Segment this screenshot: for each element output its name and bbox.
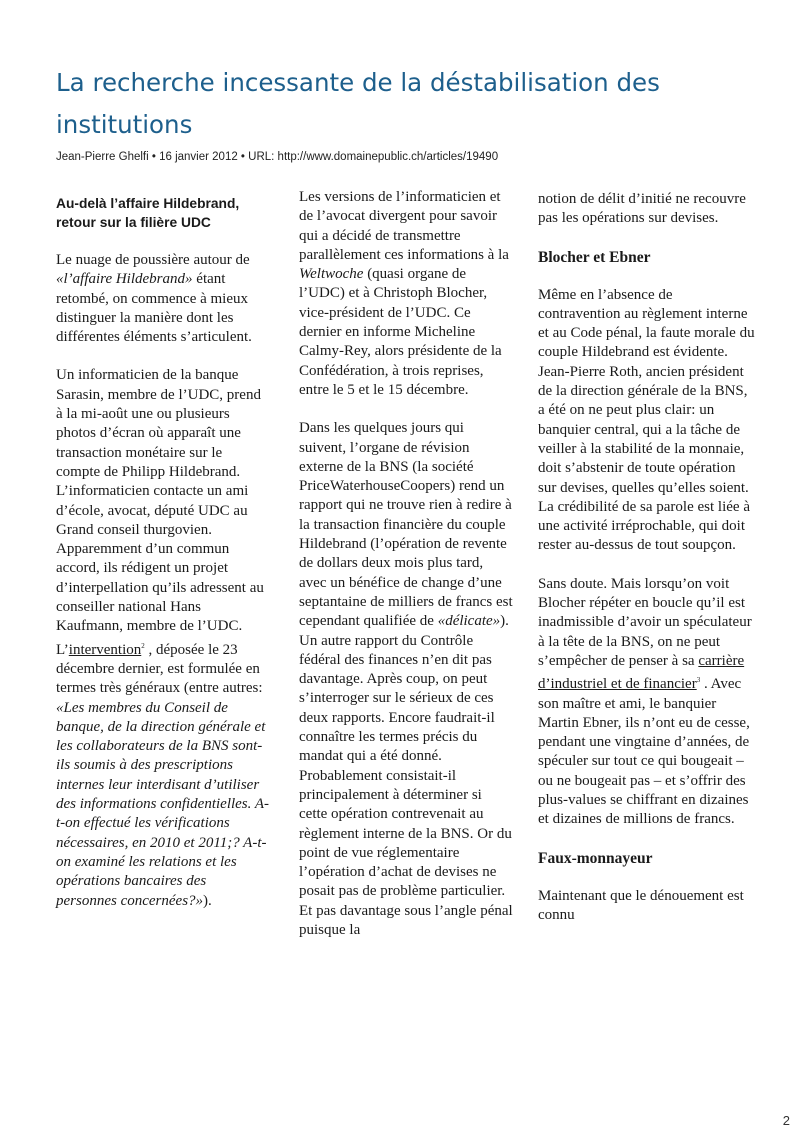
paragraph — [299, 419, 513, 940]
emphasis-text: «délicate» — [437, 613, 501, 630]
column-2 — [299, 188, 513, 959]
paragraph-text: ). — [203, 892, 212, 909]
paragraph-text: étant retombé, on commence à mieux distinguer la manière dont les différentes éléments s’articulent. — [56, 271, 252, 346]
paragraph — [538, 575, 756, 830]
paragraph: notion de délit d’initié ne recouvre pas les opérations sur devises. — [538, 191, 746, 227]
paragraph-text: Les versions de l’informaticien et de l’avocat divergent pour savoir qui a décidé de transmettre parallèlement ces informations à la — [299, 189, 509, 263]
section-heading: Au-delà l’affaire Hildebrand, retour sur la filière UDC — [56, 196, 240, 230]
paragraph — [56, 366, 270, 910]
career-link[interactable]: carrière d’industriel et de financier — [538, 652, 745, 693]
paragraph-text: Sans doute. Mais lorsqu’on voit Blocher répéter en boucle qu’il est inadmissible d’avoir un spéculateur à la tête de la BNS, on ne peut s’empêcher de penser à sa — [538, 575, 752, 669]
intervention-link[interactable]: intervention — [68, 641, 142, 658]
section-heading: Faux-monnayeur — [538, 849, 653, 867]
emphasis-text: Weltwoche — [299, 266, 364, 283]
footnote-ref[interactable]: 2 — [141, 641, 145, 650]
paragraph: Même en l’absence de contravention au règlement interne et au Code pénal, la faute morale du couple Hildebrand est évidente. Jean-Pierre Roth, ancien président de la direction générale de la BNS, a été on ne peut plus clair: un banquier central, qui a la tâche de veiller à la stabilité de la monnaie, doit s’abstenir de toute opération sur devises, quelles qu’elles soient. La crédibilité de sa parole est liée à une activité irréprochable, qui doit rester au-dessus de tout soupçon. — [538, 286, 755, 554]
article-byline: Jean-Pierre Ghelfi • 16 janvier 2012 • URL: http://www.domainepublic.ch/articles/19490 — [56, 151, 499, 163]
paragraph-text: Un informaticien de la banque Sarasin, membre de l’UDC, prend à la mi-août une ou plusieurs photos d’écran où apparaît une transaction monétaire sur le compte de Philipp Hildebrand. L’informaticien contacte un ami d’école, avocat, député UDC au Grand conseil thurgovien. Apparemment d’un commun accord, ils rédigent un projet d’interpellation qu’ils adressent au conseiller national Hans Kaufmann, membre de l’UDC. L’ — [56, 367, 264, 658]
column-3 — [538, 190, 756, 944]
paragraph-text: . Avec son maître et ami, le banquier Martin Ebner, ils n’ont eu de cesse, pendant une vingtaine d’années, de spéculer sur tout ce qui bougeait – ou ne bougeait pas – et s’offrir des plus-values se chiffrant en dizaines et dizaines de millions de francs. — [538, 676, 750, 828]
paragraph-text: ). Un autre rapport du Contrôle fédéral des finances n’en dit pas davantage. Après coup, on peut s’interroger sur le sérieux de ces deux rapports. Encore faudrait-il connaître les termes précis du mandat qui a été donné. Probablement consistait-il principalement à déterminer si cette opération contrevenait au règlement interne de la BNS. Or du point de vue réglementaire l’opération d’achat de devises ne posait pas de problème particulier. Et pas davantage sous l’angle pénal puisque la — [299, 613, 513, 938]
paragraph-text: , déposée le 23 décembre dernier, est formulée en termes très généraux (entre autres: — [56, 641, 263, 697]
page-number: 2 — [782, 1113, 790, 1128]
footnote-ref[interactable]: 3 — [696, 676, 701, 685]
paragraph-text: Dans les quelques jours qui suivent, l’organe de révision externe de la BNS (la société PriceWaterhouseCoopers) rend un rapport qui ne trouve rien à redire à la transaction financière du couple Hildebrand (l’opération de revente de dollars deux mois plus tard, avec un bénéfice de change d’une septantaine de milliers de francs est cependant qualifiée de — [299, 420, 513, 630]
emphasis-text: «l’affaire Hildebrand» — [56, 271, 193, 288]
paragraph: Maintenant que le dénouement est connu — [538, 887, 744, 923]
paragraph — [56, 251, 270, 347]
article-title: La recherche incessante de la déstabilisation des institutions — [56, 68, 660, 139]
paragraph-text: Le nuage de poussière autour de — [56, 252, 250, 268]
paragraph-text: (quasi organe de l’UDC) et à Christoph Blocher, vice-président de l’UDC. Ce dernier en informe Micheline Calmy-Rey, alors présidente de la Confédération, à trois reprises, entre le 5 et le 15 décembre. — [299, 266, 502, 398]
column-1 — [56, 194, 270, 930]
paragraph — [299, 188, 513, 400]
section-heading: Blocher et Ebner — [538, 248, 651, 266]
quote-text: «Les membres du Conseil de banque, de la direction générale et les collaborateurs de la BNS sont-ils soumis à des prescriptions internes leur interdisant d’utiliser des informations confidentielles. A-t-on effectué les vérifications nécessaires, en 2010 et 2011;? A-t-on examiné les relations et les opérations bancaires des personnes concernées?» — [56, 699, 270, 909]
